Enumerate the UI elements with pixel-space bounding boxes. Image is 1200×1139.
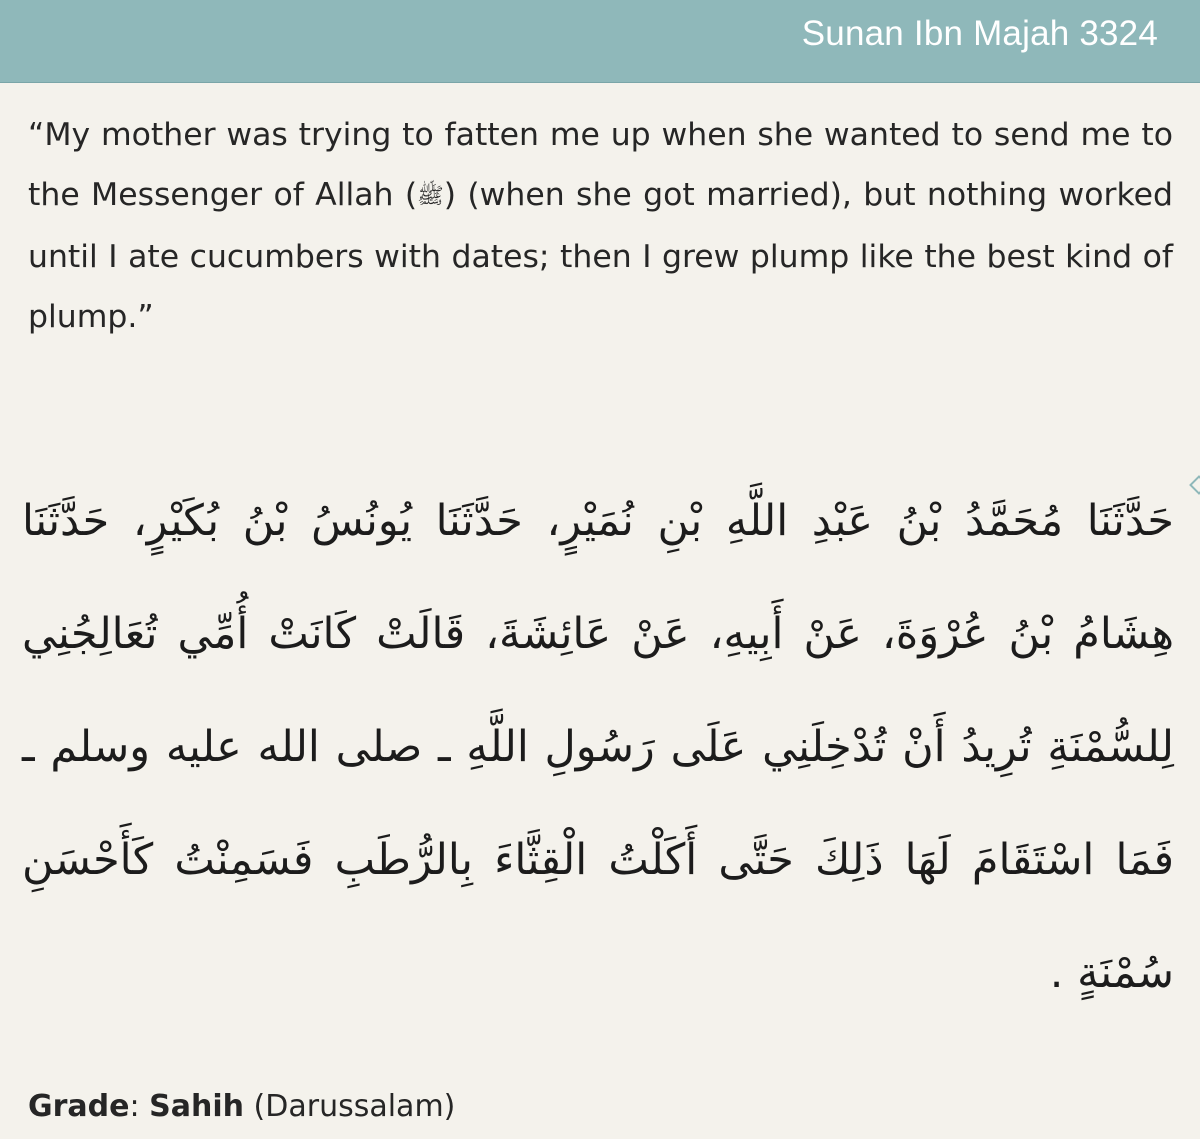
arabic-text: حَدَّثَنَا مُحَمَّدُ بْنُ عَبْدِ اللَّهِ بْنِ نُمَيْرٍ، حَدَّثَنَا يُونُسُ بْنُ بُكَيْرٍ، حَدَّثَنَا هِشَامُ بْنُ عُرْوَةَ، عَنْ أَبِيهِ، عَنْ عَائِشَةَ، قَالَتْ كَانَتْ أُمِّي تُعَالِجُنِي لِلسُّمْنَةِ تُرِيدُ أَنْ تُدْخِلَنِي عَلَى رَسُولِ اللَّهِ ـ صلى الله عليه وسلم ـ فَمَا اسْتَقَامَ لَهَا ذَلِكَ حَتَّى أَكَلْتُ الْقِثَّاءَ بِالرُّطَبِ فَسَمِنْتُ كَأَحْسَنِ سُمْنَةٍ .: [22, 496, 1174, 998]
pbuh-honorific: ﷺ: [417, 184, 444, 209]
hadith-reference-title: Sunan Ibn Majah 3324: [801, 14, 1158, 53]
grade-label: Grade: [28, 1089, 130, 1124]
grade-separator: :: [129, 1089, 140, 1124]
arabic-section-marker-icon: [1189, 475, 1200, 495]
english-translation-part-2: ) (when she got married), but nothing worked until I ate cucumbers with dates; then I grew plump like the best kind of plump.”: [28, 177, 1173, 335]
english-translation: [28, 105, 1173, 347]
english-translation-part-1: “My mother was trying to fatten me up when she wanted to send me to the Messenger of Allah (: [28, 117, 1173, 213]
header-bar: [0, 0, 1200, 83]
grade-value: Sahih: [149, 1089, 244, 1124]
grade-line: [28, 1089, 455, 1124]
grade-source: (Darussalam): [253, 1089, 456, 1124]
